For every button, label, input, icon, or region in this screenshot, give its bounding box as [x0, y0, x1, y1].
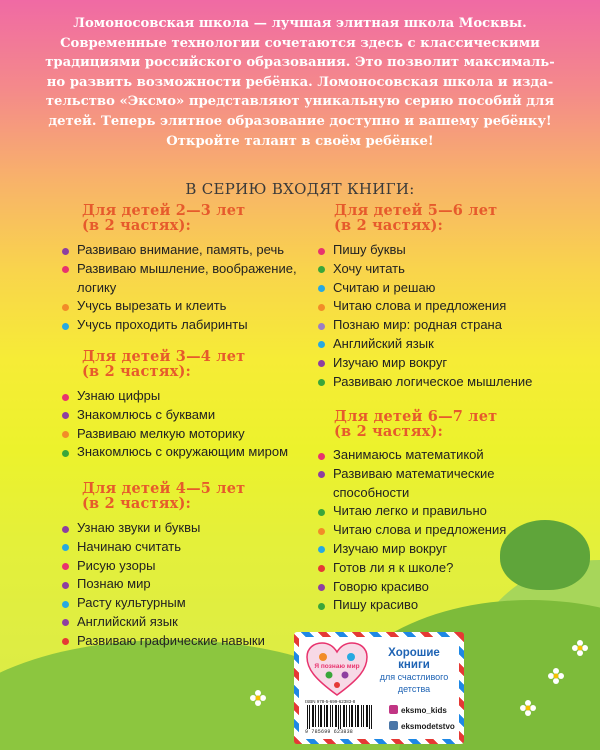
list-item: Познаю мир: родная страна: [318, 316, 532, 335]
list-item: Занимаюсь математикой: [318, 446, 506, 465]
bullet-icon: [62, 304, 69, 311]
list-item: Познаю мир: [62, 575, 265, 594]
list-item: Изучаю мир вокруг: [318, 540, 506, 559]
bullet-icon: [62, 526, 69, 533]
bullet-icon: [62, 394, 69, 401]
group-age: Для детей 6—7 лет: [334, 408, 498, 425]
isbn: ISBN 978-5-699-62383-8: [305, 699, 356, 704]
bullet-icon: [318, 285, 325, 292]
list-item: Английский язык: [62, 613, 265, 632]
slogan-line: книги: [398, 659, 430, 671]
bullet-icon: [318, 266, 325, 273]
bullet-icon: [318, 379, 325, 386]
bullet-icon: [62, 431, 69, 438]
intro-line: но развить возможности ребёнка. Ломоносовская школа и изда-: [46, 74, 554, 90]
list-item: способности: [333, 484, 410, 500]
instagram-icon: [389, 705, 398, 714]
list-item: Учусь проходить лабиринты: [62, 316, 297, 335]
heart-logo-icon: [305, 641, 369, 697]
group-parts: (в 2 частях):: [334, 423, 444, 440]
barcode-icon: [305, 705, 375, 729]
list-item: Читаю слова и предложения: [318, 521, 506, 540]
bullet-icon: [62, 450, 69, 457]
intro-paragraph: [24, 14, 576, 151]
list-item: Учусь вырезать и клеить: [62, 297, 297, 316]
bullet-icon: [62, 412, 69, 419]
group-heading: [334, 409, 497, 439]
list-item: Развиваю мелкую моторику: [62, 425, 288, 444]
group-heading: [82, 203, 245, 233]
bullet-icon: [318, 565, 325, 572]
social-vk: eksmodetstvo: [389, 721, 455, 731]
list-item: Читаю слова и предложения: [318, 297, 532, 316]
bullet-icon: [62, 323, 69, 330]
group-age: Для детей 2—3 лет: [82, 202, 246, 219]
list-item: Расту культурным: [62, 594, 265, 613]
series-title: В СЕРИЮ ВХОДЯТ КНИГИ:: [185, 180, 415, 198]
book-list: [62, 241, 297, 335]
list-item: Развиваю внимание, память, речь: [62, 241, 297, 260]
slogan: [373, 647, 455, 695]
flower-icon: [548, 668, 564, 684]
book-list: [318, 241, 532, 391]
book-list: [62, 387, 288, 462]
list-item: Развиваю математические: [318, 465, 506, 484]
list-item: Развиваю графические навыки: [62, 632, 265, 651]
list-item: Знакомлюсь с окружающим миром: [62, 443, 288, 462]
list-item: Рисую узоры: [62, 557, 265, 576]
list-item: логику: [77, 279, 117, 295]
list-item: Начинаю считать: [62, 538, 265, 557]
intro-line: Современные технологии сочетаются здесь с классическими: [60, 35, 540, 51]
bullet-icon: [62, 544, 69, 551]
bullet-icon: [62, 619, 69, 626]
list-item: Читаю легко и правильно: [318, 502, 506, 521]
book-list: [318, 446, 506, 615]
list-item: Пишу красиво: [318, 596, 506, 615]
group-heading: [82, 349, 245, 379]
intro-line: традициями российского образования. Это позволит максималь-: [45, 55, 555, 71]
slogan-line: детства: [397, 684, 431, 694]
bullet-icon: [62, 563, 69, 570]
bullet-icon: [318, 528, 325, 535]
list-item: Изучаю мир вокруг: [318, 354, 532, 373]
bullet-icon: [62, 601, 69, 608]
group-age: Для детей 4—5 лет: [82, 480, 246, 497]
book-list: [62, 519, 265, 651]
tree-illustration: [500, 520, 590, 590]
group-parts: (в 2 частях):: [82, 363, 192, 380]
bullet-icon: [318, 509, 325, 516]
slogan-line: для счастливого: [379, 672, 449, 682]
intro-line: тельство «Эксмо» представляют уникальную серию пособий для: [45, 94, 555, 110]
vk-icon: [389, 721, 398, 730]
publisher-card: [294, 632, 464, 744]
bullet-icon: [318, 453, 325, 460]
group-parts: (в 2 частях):: [82, 217, 192, 234]
bullet-icon: [62, 248, 69, 255]
list-item: Говорю красиво: [318, 578, 506, 597]
intro-line: Откройте талант в своём ребёнке!: [166, 133, 434, 149]
list-item: Готов ли я к школе?: [318, 559, 506, 578]
barcode-number: 9 785699 623838: [305, 729, 354, 735]
bullet-icon: [318, 584, 325, 591]
flower-icon: [520, 700, 536, 716]
bullet-icon: [318, 304, 325, 311]
flower-icon: [572, 640, 588, 656]
bullet-icon: [318, 546, 325, 553]
bullet-icon: [318, 360, 325, 367]
group-parts: (в 2 частях):: [334, 217, 444, 234]
social-instagram: eksmo_kids: [389, 705, 447, 715]
list-item: Хочу читать: [318, 260, 532, 279]
group-parts: (в 2 частях):: [82, 495, 192, 512]
list-item: Узнаю звуки и буквы: [62, 519, 265, 538]
list-item: Пишу буквы: [318, 241, 532, 260]
flower-icon: [250, 690, 266, 706]
intro-line: детей. Теперь элитное образование доступно и вашему ребёнку!: [48, 113, 552, 129]
logo-text: Я познаю мир: [314, 663, 360, 670]
list-item: Считаю и решаю: [318, 279, 532, 298]
bullet-icon: [318, 248, 325, 255]
bullet-icon: [62, 266, 69, 273]
list-item: Развиваю логическое мышление: [318, 373, 532, 392]
intro-line: Ломоносовская школа — лучшая элитная школа Москвы.: [73, 16, 527, 31]
bullet-icon: [318, 341, 325, 348]
list-item: Узнаю цифры: [62, 387, 288, 406]
group-heading: [82, 481, 245, 511]
list-item: Знакомлюсь с буквами: [62, 406, 288, 425]
slogan-line: Хорошие: [388, 647, 440, 659]
bullet-icon: [318, 323, 325, 330]
list-item: Английский язык: [318, 335, 532, 354]
bullet-icon: [62, 582, 69, 589]
bullet-icon: [318, 471, 325, 478]
bullet-icon: [318, 603, 325, 610]
list-item: Развиваю мышление, воображение,: [62, 260, 297, 279]
bullet-icon: [62, 638, 69, 645]
group-age: Для детей 5—6 лет: [334, 202, 498, 219]
group-age: Для детей 3—4 лет: [82, 348, 246, 365]
group-heading: [334, 203, 497, 233]
